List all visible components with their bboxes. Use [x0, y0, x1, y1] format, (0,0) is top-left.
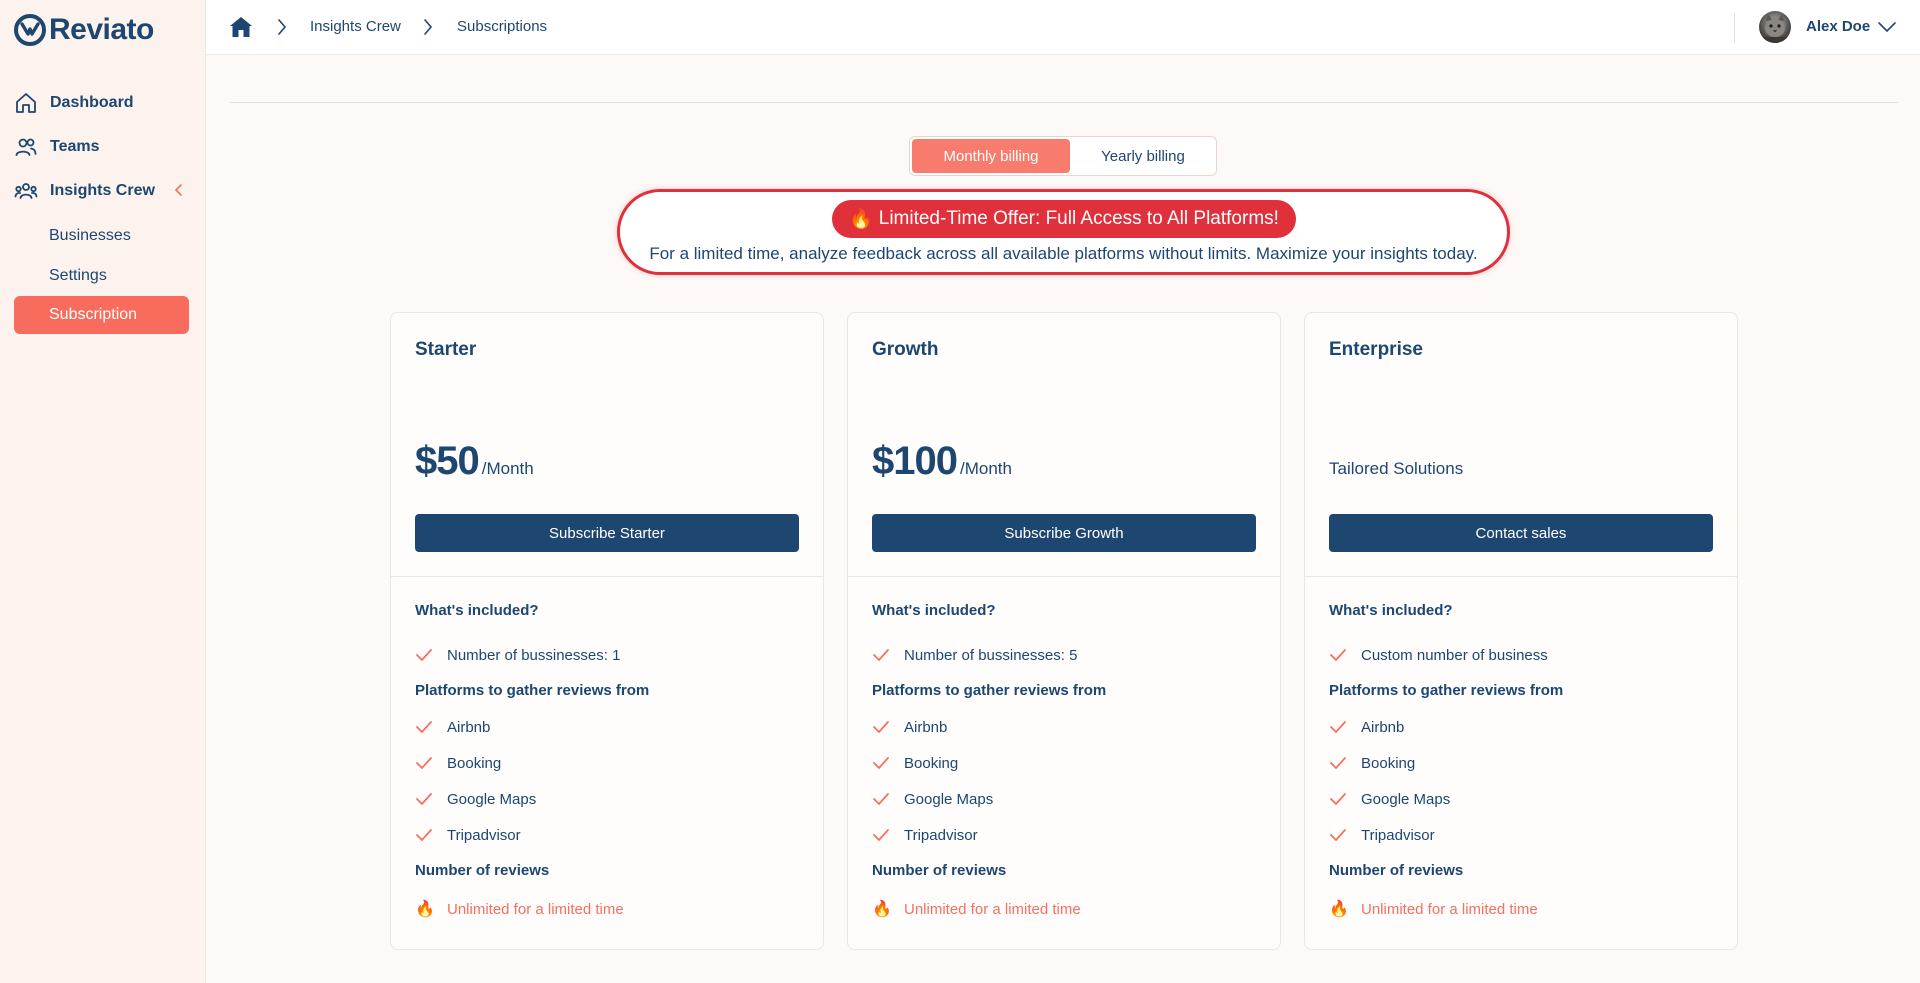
fire-icon: 🔥: [415, 901, 435, 918]
feature-item: Google Maps: [415, 790, 536, 808]
home-icon[interactable]: [228, 14, 254, 40]
check-icon: [1329, 754, 1347, 772]
feature-item: Google Maps: [1329, 790, 1450, 808]
sidebar-item-label: Teams: [50, 138, 100, 155]
promo-banner: [617, 189, 1510, 275]
feature-item: Tripadvisor: [1329, 826, 1435, 844]
feature-item: Number of bussinesses: 5: [872, 646, 1077, 664]
subscribe-starter-button[interactable]: Subscribe Starter: [415, 514, 799, 552]
reviews-heading: Number of reviews: [415, 862, 550, 879]
sidebar-subitem-settings[interactable]: Settings: [49, 267, 107, 284]
feature-item: Airbnb: [1329, 718, 1404, 736]
check-icon: [1329, 790, 1347, 808]
plan-price: [872, 439, 1012, 484]
fire-icon: 🔥: [849, 209, 873, 230]
breadcrumb-insights-crew[interactable]: Insights Crew: [310, 18, 401, 35]
feature-item: Google Maps: [872, 790, 993, 808]
platforms-heading: Platforms to gather reviews from: [415, 682, 650, 699]
plan-tagline: Tailored Solutions: [1329, 459, 1464, 478]
user-name[interactable]: Alex Doe: [1806, 18, 1871, 35]
plan-price: [415, 439, 534, 484]
sidebar-subitem-subscription[interactable]: Subscription: [14, 296, 189, 334]
brand-name: Reviato: [49, 13, 154, 46]
feature-item: Booking: [872, 754, 958, 772]
feature-item: 🔥 Unlimited for a limited time: [415, 900, 624, 918]
feature-item: 🔥 Unlimited for a limited time: [1329, 900, 1538, 918]
included-heading: What's included?: [415, 602, 539, 619]
card-divider: [1305, 576, 1737, 577]
check-icon: [415, 646, 433, 664]
check-icon: [415, 790, 433, 808]
chevron-left-icon[interactable]: [171, 182, 187, 198]
check-icon: [415, 718, 433, 736]
group-icon: [14, 179, 38, 203]
chevron-right-icon: [420, 17, 436, 37]
check-icon: [872, 790, 890, 808]
included-heading: What's included?: [1329, 602, 1453, 619]
users-icon: [14, 135, 38, 159]
platforms-heading: Platforms to gather reviews from: [1329, 682, 1564, 699]
check-icon: [872, 754, 890, 772]
feature-item: Tripadvisor: [872, 826, 978, 844]
plan-name: Starter: [415, 339, 477, 360]
breadcrumb-subscriptions[interactable]: Subscriptions: [457, 18, 548, 35]
plan-name: Growth: [872, 339, 939, 360]
billing-toggle: [909, 136, 1217, 176]
fire-icon: 🔥: [1329, 901, 1349, 918]
sidebar-item-insights-crew[interactable]: [14, 173, 189, 209]
subscribe-growth-button[interactable]: Subscribe Growth: [872, 514, 1256, 552]
card-divider: [391, 576, 823, 577]
promo-title: Limited-Time Offer: Full Access to All Platforms!: [878, 208, 1279, 229]
plan-name: Enterprise: [1329, 339, 1423, 360]
check-icon: [415, 826, 433, 844]
check-icon: [872, 718, 890, 736]
platforms-heading: Platforms to gather reviews from: [872, 682, 1107, 699]
section-divider: [230, 102, 1898, 103]
check-icon: [1329, 718, 1347, 736]
sidebar-item-label: Insights Crew: [50, 182, 155, 199]
price-amount: $100: [872, 439, 957, 483]
top-header: [206, 0, 1920, 55]
plan-card-starter: [390, 312, 824, 950]
sidebar-item-teams[interactable]: [14, 129, 189, 165]
home-icon: [14, 91, 38, 115]
plan-card-growth: [847, 312, 1281, 950]
avatar[interactable]: [1759, 11, 1791, 43]
logo-icon: [13, 13, 47, 47]
included-heading: What's included?: [872, 602, 996, 619]
check-icon: [872, 646, 890, 664]
header-divider: [1734, 13, 1735, 43]
plan-card-enterprise: [1304, 312, 1738, 950]
feature-item: Airbnb: [872, 718, 947, 736]
chevron-down-icon[interactable]: [1876, 16, 1898, 38]
sidebar: [0, 0, 206, 983]
price-period: /Month: [481, 459, 534, 478]
chevron-right-icon: [274, 17, 290, 37]
sidebar-item-dashboard[interactable]: [14, 85, 189, 121]
promo-pill: [832, 200, 1296, 238]
check-icon: [1329, 646, 1347, 664]
price-amount: $50: [415, 439, 479, 483]
yearly-billing-button[interactable]: Yearly billing: [1101, 147, 1185, 165]
feature-item: Booking: [1329, 754, 1415, 772]
monthly-billing-button[interactable]: Monthly billing: [912, 139, 1070, 173]
reviews-heading: Number of reviews: [872, 862, 1007, 879]
contact-sales-button[interactable]: Contact sales: [1329, 514, 1713, 552]
price-period: /Month: [959, 459, 1012, 478]
feature-item: Airbnb: [415, 718, 490, 736]
check-icon: [872, 826, 890, 844]
reviews-heading: Number of reviews: [1329, 862, 1464, 879]
card-divider: [848, 576, 1280, 577]
check-icon: [1329, 826, 1347, 844]
promo-description: For a limited time, analyze feedback across all available platforms without limits. Maximize your insights today.: [649, 244, 1478, 263]
cat-avatar-icon: [1759, 11, 1791, 43]
feature-item: Booking: [415, 754, 501, 772]
sidebar-subitem-businesses[interactable]: Businesses: [49, 227, 131, 244]
feature-item: Number of bussinesses: 1: [415, 646, 620, 664]
feature-item: Tripadvisor: [415, 826, 521, 844]
feature-item: 🔥 Unlimited for a limited time: [872, 900, 1081, 918]
sidebar-item-label: Dashboard: [50, 94, 134, 111]
feature-item: Custom number of business: [1329, 646, 1548, 664]
brand-logo[interactable]: [13, 13, 154, 47]
fire-icon: 🔥: [872, 901, 892, 918]
check-icon: [415, 754, 433, 772]
